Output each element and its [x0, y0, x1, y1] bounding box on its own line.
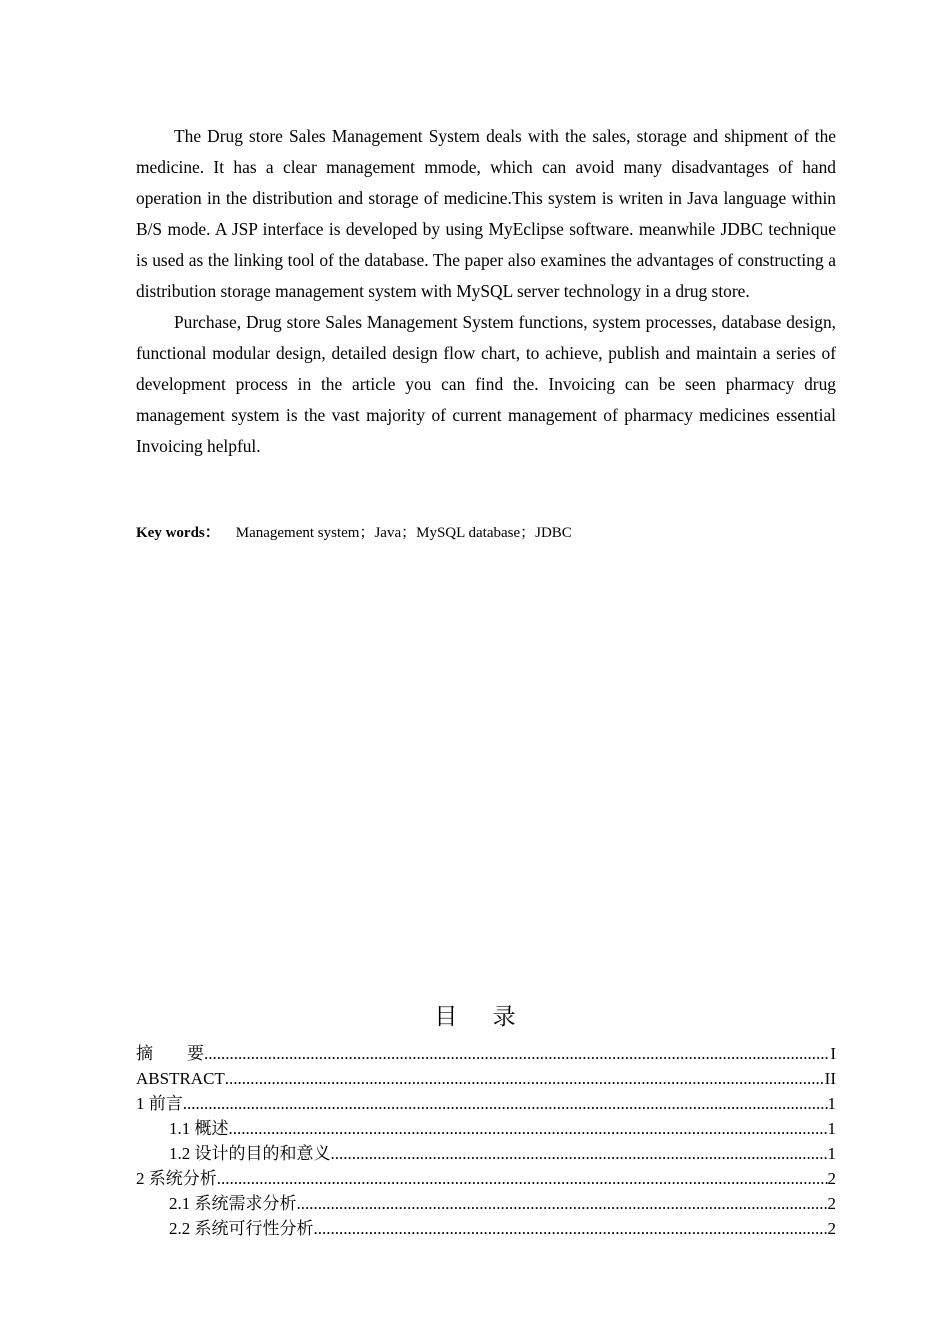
abstract-paragraph: Purchase, Drug store Sales Management System functions, system processes, database design, functional modular design, detailed design flow chart, to achieve, publish and maintain a series of development process in the article you can find the. Invoicing can be seen pharmacy drug management system is the vast majority of current management of pharmacy medicines essential Invoicing helpful. [136, 312, 836, 456]
toc-entry-label: 2.2 系统可行性分析 [169, 1219, 314, 1238]
toc-entry-page: I [830, 1044, 836, 1063]
toc-entry[interactable] [136, 1141, 836, 1166]
toc-entry-page: 2 [827, 1219, 836, 1238]
toc-entry-label: 1.1 概述 [169, 1119, 229, 1138]
toc-entry-label: 2 系统分析 [136, 1169, 217, 1188]
toc-leader-dots [225, 1066, 825, 1091]
toc-entry[interactable] [136, 1191, 836, 1216]
toc-leader-dots [183, 1091, 828, 1116]
toc-leader-dots [217, 1166, 828, 1191]
keywords-value: Management system；Java；MySQL database；JDBC [235, 525, 572, 541]
toc-entry-label: 1 前言 [136, 1094, 183, 1113]
toc-entry-page: II [824, 1069, 836, 1088]
toc-entry-page: 1 [827, 1119, 836, 1138]
toc-entry[interactable] [136, 1091, 836, 1116]
toc-entry-page: 2 [827, 1169, 836, 1188]
toc-entry-page: 1 [827, 1094, 836, 1113]
toc-entry-label: 1.2 设计的目的和意义 [169, 1144, 331, 1163]
toc-leader-dots [297, 1191, 828, 1216]
abstract-body [136, 121, 836, 462]
toc-leader-dots [331, 1141, 828, 1166]
toc-entry[interactable] [136, 1041, 836, 1066]
keywords-label: Key words： [136, 525, 220, 541]
toc-title: 目 录 [434, 1004, 516, 1030]
toc-entry-page: 1 [827, 1144, 836, 1163]
keywords-line [136, 521, 836, 545]
abstract-paragraph: The Drug store Sales Management System deals with the sales, storage and shipment of the medicine. It has a clear management mmode, which can avoid many disadvantages of hand operation in the distribution and storage of medicine.This system is writen in Java language within B/S mode. A JSP interface is developed by using MyEclipse software. meanwhile JDBC technique is used as the linking tool of the database. The paper also examines the advantages of constructing a distribution storage management system with MySQL server technology in a drug store. [136, 126, 836, 301]
toc-leader-dots [204, 1041, 830, 1066]
toc-leader-dots [229, 1116, 828, 1141]
toc-leader-dots [314, 1216, 828, 1241]
table-of-contents [136, 1041, 836, 1241]
toc-entry[interactable] [136, 1066, 836, 1091]
toc-entry[interactable] [136, 1216, 836, 1241]
toc-entry-label: 2.1 系统需求分析 [169, 1194, 297, 1213]
toc-entry[interactable] [136, 1166, 836, 1191]
toc-entry-label: ABSTRACT [136, 1069, 225, 1088]
toc-entry-label: 摘 要 [136, 1044, 204, 1063]
toc-entry[interactable] [136, 1116, 836, 1141]
toc-entry-page: 2 [827, 1194, 836, 1213]
